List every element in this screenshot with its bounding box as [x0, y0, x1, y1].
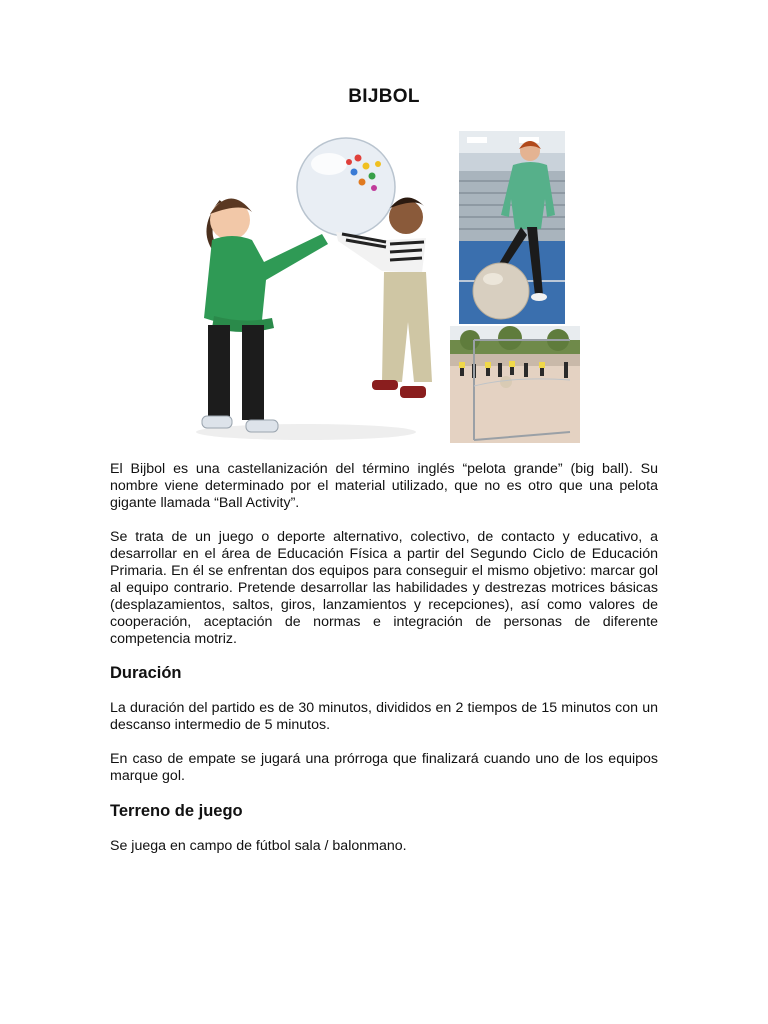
court-game-photo	[450, 326, 580, 443]
duration-paragraph-2: En caso de empate se jugará una prórroga que finalizará cuando uno de los equipos marque gol.	[110, 751, 658, 784]
field-paragraph-1: Se juega en campo de fútbol sala / balonmano.	[110, 838, 407, 854]
duration-heading: Duración	[110, 664, 182, 682]
children-with-ball-photo	[186, 132, 448, 444]
description-paragraph: Se trata de un juego o deporte alternativo, colectivo, de contacto y educativo, a desarrollar en el área de Educación Física a partir del Segundo Ciclo de Educación Primaria. En él se enfrentan dos equipos para conseguir el mismo objetivo: marcar gol al equipo contrario. Pretende desarrollar las habilidades y destrezas motrices básicas (desplazamientos, saltos, giros, lanzamientos y recepciones), así como valores de cooperación, aceptación de normas e integración de personas de diferente competencia motriz.	[110, 529, 658, 647]
duration-paragraph-1: La duración del partido es de 30 minutos, divididos en 2 tiempos de 15 minutos con un descanso intermedio de 5 minutos.	[110, 700, 658, 733]
field-heading: Terreno de juego	[110, 802, 243, 820]
page-title: BIJBOL	[348, 86, 420, 107]
teacher-with-ball-photo	[459, 131, 565, 324]
intro-paragraph: El Bijbol es una castellanización del término inglés “pelota grande” (big ball). Su nombre viene determinado por el material utilizado, que no es otro que una pelota gigante llamada “Ball Activity”.	[110, 461, 658, 511]
